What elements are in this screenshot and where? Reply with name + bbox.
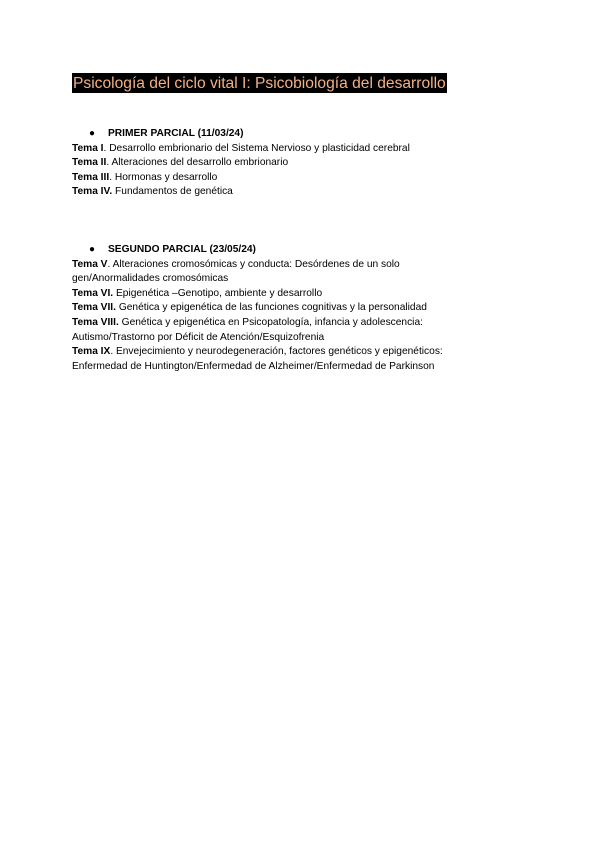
topic-item: [72, 301, 492, 316]
topic-label: Tema VII.: [72, 302, 116, 314]
topic-text: . Alteraciones del desarrollo embrionario: [106, 157, 289, 169]
title-wrap: [72, 73, 447, 94]
document-title: Psicología del ciclo vital I: Psicobiología del desarrollo: [73, 75, 446, 92]
section-segundo-parcial: [72, 243, 492, 374]
topic-text: . Alteraciones cromosómicas y conducta: Desórdenes de un solo gen/Anormalidades cromosómicas: [72, 258, 400, 285]
topic-item: [72, 316, 462, 345]
topic-text: Epigenética –Genotipo, ambiente y desarrollo: [113, 287, 323, 299]
topic-item: [72, 156, 492, 171]
topic-text: . Desarrollo embrionario del Sistema Nervioso y plasticidad cerebral: [103, 142, 410, 154]
section-heading: [72, 243, 492, 258]
topic-text: Genética y epigenética de las funciones cognitivas y la personalidad: [115, 302, 427, 314]
topic-text: Genética y epigenética en Psicopatología, infancia y adolescencia: Autismo/Trastorno por Déficit de Atención/Esquizofrenia: [72, 316, 423, 343]
topic-text: . Envejecimiento y neurodegeneración, factores genéticos y epigenéticos: Enfermedad de Huntington/Enfermedad de Alzheimer/Enfermedad de Parkinson: [72, 346, 443, 372]
topic-label: Tema VI.: [72, 287, 114, 299]
topic-label: Tema V: [72, 258, 108, 270]
topic-label: Tema IV.: [72, 186, 113, 198]
bullet-icon: ●: [89, 244, 96, 255]
topic-text: Fundamentos de genética: [112, 186, 233, 198]
section-heading-text: PRIMER PARCIAL (11/03/24): [108, 128, 244, 139]
bullet-icon: ●: [89, 128, 96, 139]
topic-item: [72, 345, 482, 374]
section-heading: [72, 127, 492, 142]
topic-label: Tema VIII.: [72, 316, 119, 328]
topic-label: Tema II: [72, 157, 107, 169]
topic-item: [72, 142, 492, 157]
topic-label: Tema III: [72, 171, 110, 183]
topic-item: [72, 185, 492, 200]
topic-item: [72, 258, 442, 287]
section-primer-parcial: [72, 127, 492, 200]
topic-item: [72, 287, 492, 302]
section-heading-text: SEGUNDO PARCIAL (23/05/24): [108, 244, 256, 255]
topic-label: Tema I: [72, 142, 104, 154]
topic-label: Tema IX: [72, 346, 111, 358]
topic-item: [72, 171, 492, 186]
topic-text: . Hormonas y desarrollo: [109, 171, 218, 183]
